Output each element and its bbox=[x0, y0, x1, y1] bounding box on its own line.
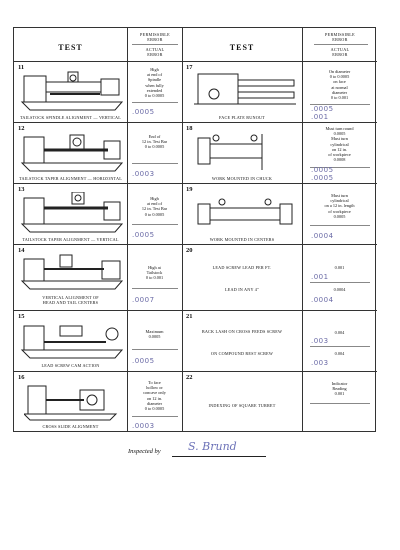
permissible-error-value: High at end of Spindle when fully extended 0 to 0.0005 bbox=[144, 67, 165, 99]
test-diagram-15 bbox=[20, 320, 124, 362]
test-number: 11 bbox=[18, 64, 25, 71]
error-divider bbox=[310, 346, 370, 347]
test-number: 18 bbox=[186, 125, 193, 132]
test-sheet bbox=[13, 27, 376, 432]
test-caption: TAILSTOCK SPINDLE ALIGNMENT — VERTICAL bbox=[20, 115, 121, 120]
test-number: 22 bbox=[186, 374, 193, 381]
actual-error-value: .003 bbox=[311, 337, 329, 345]
actual-error-value: .0005 bbox=[311, 174, 334, 182]
permissible-error-value: 0.004 bbox=[334, 330, 345, 335]
test-number: 21 bbox=[186, 313, 193, 320]
actual-error-value: .0007 bbox=[132, 296, 155, 304]
test-number: 17 bbox=[186, 64, 193, 71]
test-number: 16 bbox=[18, 374, 25, 381]
row-rule bbox=[14, 244, 377, 245]
test-caption: LEAD SCREW LEAD PER FT. bbox=[212, 265, 272, 270]
actual-error-value: .0005 bbox=[311, 166, 334, 174]
row-rule bbox=[14, 183, 377, 184]
header-divider bbox=[314, 44, 368, 45]
test-caption: WORK MOUNTED IN CHUCK bbox=[211, 176, 273, 181]
permissible-error-value: On diameter 0 to 0.0005 on face at normal diameter 0 to 0.001 bbox=[328, 69, 351, 101]
test-caption: CROSS SLIDE ALIGNMENT bbox=[42, 424, 99, 429]
signature-line bbox=[172, 456, 266, 457]
error-divider bbox=[132, 349, 178, 350]
actual-error-value: .0004 bbox=[311, 296, 334, 304]
test-number: 14 bbox=[18, 247, 25, 254]
test-diagram-11 bbox=[20, 70, 124, 114]
actual-error-value: .0005 bbox=[132, 108, 155, 116]
permissible-error-value: End of 12 in. Test Bar 0 to 0.0005 bbox=[141, 134, 168, 150]
permissible-error-header: PERMISSIBLE ERROR bbox=[139, 32, 171, 42]
test-caption: INDEXING OF SQUARE TURRET bbox=[208, 403, 276, 408]
permissible-error-value-secondary: 0.0004 bbox=[333, 287, 346, 292]
row-rule bbox=[14, 371, 377, 372]
test-caption-secondary: LEAD IN ANY 4" bbox=[224, 287, 259, 292]
error-divider bbox=[310, 225, 370, 226]
actual-error-value: .0005 bbox=[132, 357, 155, 365]
row-rule bbox=[14, 310, 377, 311]
inspected-by-label: Inspected by bbox=[128, 448, 161, 455]
test-caption-secondary: ON COMPOUND REST SCREW bbox=[210, 351, 274, 356]
error-divider bbox=[310, 403, 370, 404]
actual-error-value: .001 bbox=[311, 273, 329, 281]
error-divider bbox=[310, 282, 370, 283]
actual-error-value: .003 bbox=[311, 359, 329, 367]
test-diagram-17 bbox=[192, 70, 298, 112]
permissible-error-value-secondary: 0.004 bbox=[334, 351, 345, 356]
test-caption: LEAD SCREW CAM ACTION bbox=[41, 363, 100, 368]
test-number: 15 bbox=[18, 313, 25, 320]
header-divider bbox=[132, 44, 178, 45]
error-divider bbox=[132, 102, 178, 103]
header-rule bbox=[14, 61, 377, 62]
test-header-right: TEST bbox=[229, 43, 255, 52]
permissible-error-value: Must turn cylindrical on a 12 in. length of workpiece 0.0005 bbox=[324, 193, 355, 219]
test-diagram-16 bbox=[24, 382, 120, 422]
actual-error-header: ACTUAL ERROR bbox=[145, 47, 165, 57]
actual-error-value: .0005 bbox=[311, 105, 334, 113]
permissible-error-value: High at Tailstock 0 to 0.001 bbox=[145, 265, 164, 281]
permissible-error-value: 0.001 bbox=[334, 265, 345, 270]
test-number: 12 bbox=[18, 125, 25, 132]
actual-error-value: .0004 bbox=[311, 232, 334, 240]
permissible-error-value: To face hollow or concave only on 12 in. diameter 0 to 0.0005 bbox=[143, 380, 166, 412]
test-caption: TAILSTOCK TAPER ALIGNMENT — VERTICAL bbox=[22, 237, 119, 242]
permissible-error-value: High at end of 12 in. Test Bar 0 to 0.0005 bbox=[141, 196, 168, 217]
inspector-signature: S. Brund bbox=[188, 440, 237, 453]
actual-error-value: .001 bbox=[311, 113, 329, 121]
error-divider bbox=[132, 163, 178, 164]
row-rule bbox=[14, 122, 377, 123]
test-caption: TAILSTOCK TAPER ALIGNMENT — HORIZONTAL bbox=[19, 176, 122, 181]
test-caption: WORK MOUNTED IN CENTERS bbox=[209, 237, 275, 242]
test-diagram-12 bbox=[20, 131, 124, 175]
permissible-error-value: Maximum 0.0005 bbox=[145, 329, 164, 340]
test-header: TEST bbox=[58, 43, 83, 52]
actual-error-value: .0003 bbox=[132, 170, 155, 178]
test-number: 13 bbox=[18, 186, 25, 193]
test-diagram-14 bbox=[20, 253, 124, 293]
error-divider bbox=[132, 288, 178, 289]
test-caption: FACE PLATE RUNOUT bbox=[219, 115, 265, 120]
test-caption: VERTICAL ALIGNMENT OF HEAD AND TAIL CENTERS bbox=[42, 295, 99, 305]
test-diagram-13 bbox=[20, 192, 124, 236]
actual-error-value: .0005 bbox=[132, 231, 155, 239]
permissible-error-value: Must turn round 0.0005 Must turn cylindrical on 12 in. of workpiece 0.0008 bbox=[325, 126, 354, 163]
test-diagram-19 bbox=[196, 194, 296, 236]
error-divider bbox=[132, 416, 178, 417]
actual-error-value: .0003 bbox=[132, 422, 155, 430]
test-number: 20 bbox=[186, 247, 193, 254]
error-divider bbox=[132, 224, 178, 225]
test-diagram-18 bbox=[196, 132, 296, 174]
actual-error-header-right: ACTUAL ERROR bbox=[330, 47, 350, 57]
permissible-error-header-right: PERMISSIBLE ERROR bbox=[324, 32, 356, 42]
test-number: 19 bbox=[186, 186, 193, 193]
test-caption: BACK LASH ON CROSS FEEDS SCREW bbox=[201, 329, 283, 334]
permissible-error-value: Indicator Reading 0.001 bbox=[331, 381, 348, 397]
